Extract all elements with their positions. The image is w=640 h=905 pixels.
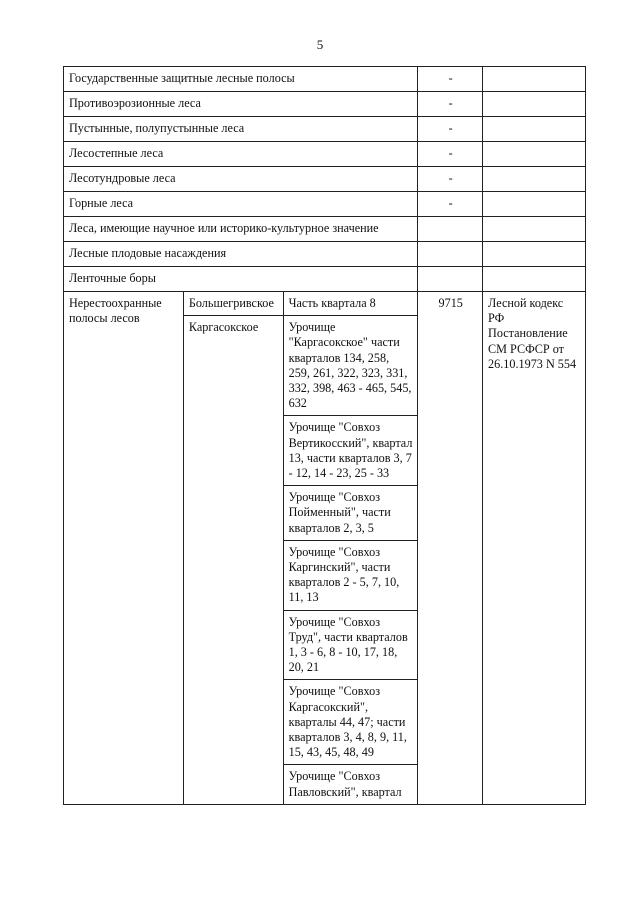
table-row bbox=[64, 92, 586, 117]
row-document bbox=[483, 117, 586, 142]
row-label: Лесотундровые леса bbox=[64, 167, 418, 192]
row-label: Пустынные, полупустынные леса bbox=[64, 117, 418, 142]
row-document bbox=[483, 67, 586, 92]
table-row bbox=[64, 217, 586, 242]
location-cell: Урочище "Совхоз Труд", части кварталов 1, 3 - 6, 8 - 10, 17, 18, 20, 21 bbox=[283, 610, 418, 680]
row-document bbox=[483, 167, 586, 192]
row-label: Государственные защитные лесные полосы bbox=[64, 67, 418, 92]
row-label: Лесостепные леса bbox=[64, 142, 418, 167]
row-area: - bbox=[418, 92, 483, 117]
table-row bbox=[64, 142, 586, 167]
row-document bbox=[483, 267, 586, 292]
row-label: Лесные плодовые насаждения bbox=[64, 242, 418, 267]
row-area bbox=[418, 217, 483, 242]
location-cell: Урочище "Каргасокское" части кварталов 134, 258, 259, 261, 322, 323, 331, 332, 398, 463 - 465, 545, 632 bbox=[283, 316, 418, 416]
table-row bbox=[64, 167, 586, 192]
table-row bbox=[64, 117, 586, 142]
row-document bbox=[483, 192, 586, 217]
location-cell: Урочище "Совхоз Каргинский", части кварталов 2 - 5, 7, 10, 11, 13 bbox=[283, 540, 418, 610]
table-row bbox=[64, 267, 586, 292]
row-area: - bbox=[418, 117, 483, 142]
location-cell: Урочище "Совхоз Вертикосский", квартал 13, части кварталов 3, 7 - 12, 14 - 23, 25 - 33 bbox=[283, 416, 418, 486]
table-row bbox=[64, 192, 586, 217]
row-area: - bbox=[418, 167, 483, 192]
row-area bbox=[418, 242, 483, 267]
row-label: Противоэрозионные леса bbox=[64, 92, 418, 117]
page-number: 5 bbox=[316, 37, 324, 52]
row-label: Горные леса bbox=[64, 192, 418, 217]
row-document bbox=[483, 217, 586, 242]
row-document bbox=[483, 242, 586, 267]
row-area: - bbox=[418, 67, 483, 92]
category-cell: Нерестоохранные полосы лесов bbox=[64, 292, 184, 805]
row-area: - bbox=[418, 142, 483, 167]
forest-categories-table bbox=[63, 66, 586, 805]
table-row bbox=[64, 67, 586, 92]
table-row bbox=[64, 242, 586, 267]
document-cell: Лесной кодекс РФ Постановление СМ РСФСР от 26.10.1973 N 554 bbox=[483, 292, 586, 805]
row-area bbox=[418, 267, 483, 292]
row-label: Леса, имеющие научное или историко-культурное значение bbox=[64, 217, 418, 242]
location-cell: Урочище "Совхоз Павловский", квартал bbox=[283, 765, 418, 804]
location-cell: Часть квартала 8 bbox=[283, 292, 418, 316]
table-row bbox=[64, 292, 586, 316]
area-cell: 9715 bbox=[418, 292, 483, 805]
location-cell: Урочище "Совхоз Каргасокский", кварталы 44, 47; части кварталов 3, 4, 8, 9, 11, 15, 43, 45, 48, 49 bbox=[283, 680, 418, 765]
row-document bbox=[483, 92, 586, 117]
district-cell: Большегривское bbox=[183, 292, 283, 316]
district-cell: Каргасокское bbox=[183, 316, 283, 805]
row-label: Ленточные боры bbox=[64, 267, 418, 292]
row-document bbox=[483, 142, 586, 167]
location-cell: Урочище "Совхоз Пойменный", части кварталов 2, 3, 5 bbox=[283, 486, 418, 541]
row-area: - bbox=[418, 192, 483, 217]
